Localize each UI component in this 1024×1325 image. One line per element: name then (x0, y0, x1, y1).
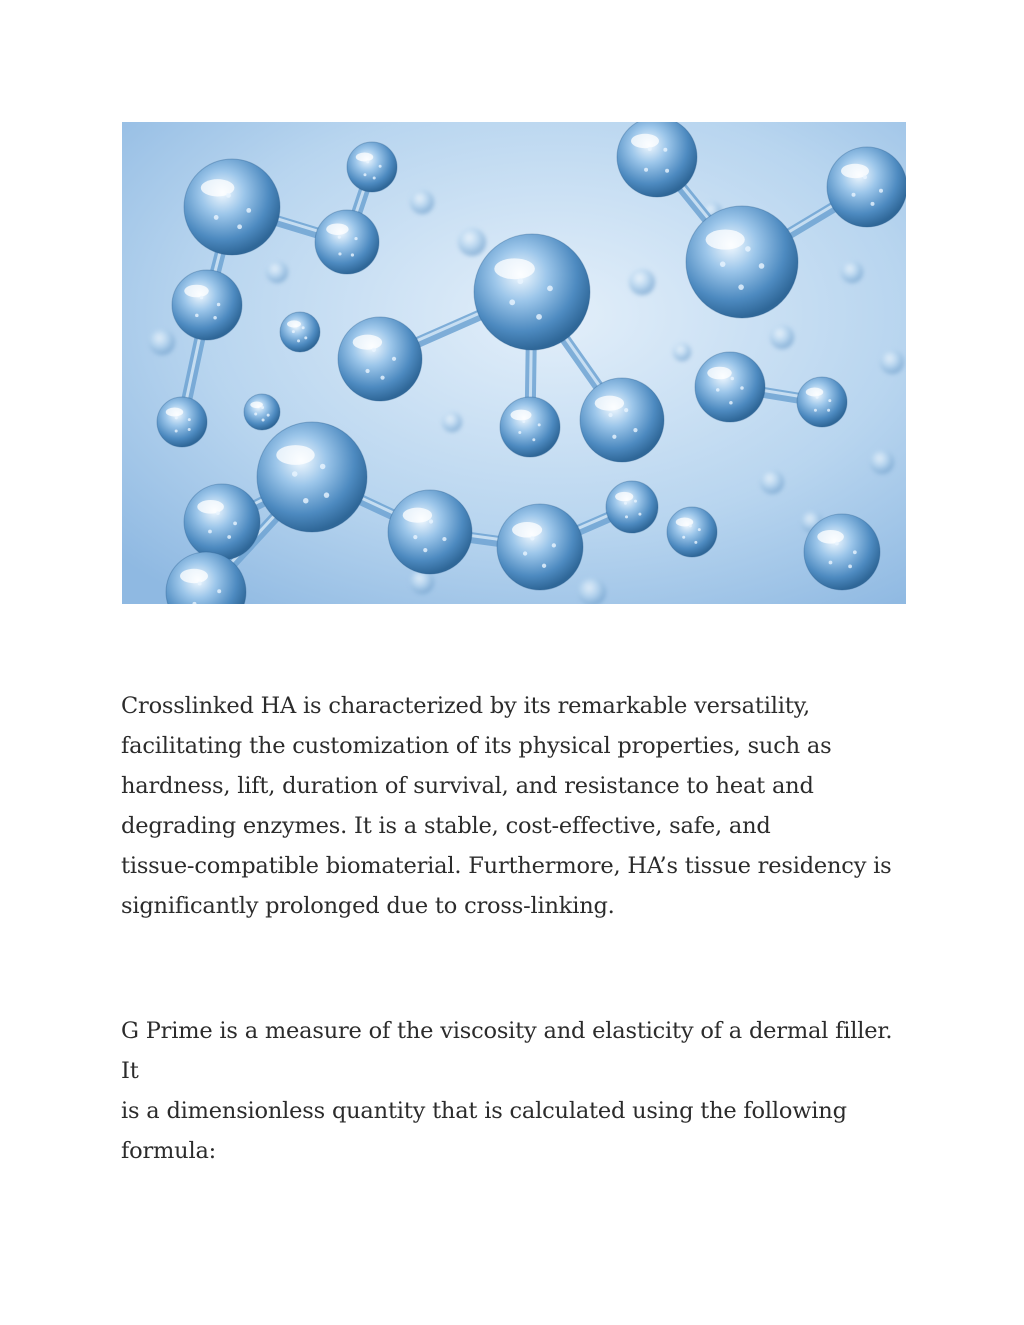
background-sphere (841, 261, 863, 283)
atom-sphere (695, 352, 765, 422)
background-sphere (458, 228, 486, 256)
background-sphere (673, 343, 691, 361)
atom-sphere (315, 210, 379, 274)
atom-sphere (500, 397, 560, 457)
background-sphere (149, 329, 175, 355)
atom-sphere (338, 317, 422, 401)
atom-sphere (184, 159, 280, 255)
atom-sphere (347, 142, 397, 192)
molecule-graphic (122, 122, 906, 604)
atom-sphere (280, 312, 320, 352)
background-sphere (410, 190, 434, 214)
atom-sphere (244, 394, 280, 430)
atom-sphere (184, 484, 260, 560)
background-sphere (629, 269, 655, 295)
atom-sphere (797, 377, 847, 427)
background-sphere (266, 261, 288, 283)
paragraph-crosslinked-ha: Crosslinked HA is characterized by its remarkable versatility, facilitating the customization of its physical properties, such as hardness, lift, duration of survival, and resistance to heat and degrading enzymes. It is a stable, cost-effective, safe, and tissue-compatible biomaterial. Furthermore, HA’s tissue residency is significantly prolonged due to cross-linking. (121, 693, 892, 919)
atom-sphere (474, 234, 590, 350)
background-sphere (870, 450, 894, 474)
atom-sphere (497, 504, 583, 590)
atom-sphere (172, 270, 242, 340)
atom-sphere (580, 378, 664, 462)
atom-sphere (606, 481, 658, 533)
background-sphere (760, 470, 784, 494)
atom-sphere (617, 122, 697, 197)
atom-sphere (157, 397, 207, 447)
background-sphere (880, 350, 904, 374)
atom-sphere (686, 206, 798, 318)
atom-sphere (667, 507, 717, 557)
atom-sphere (827, 147, 906, 227)
background-sphere (770, 325, 794, 349)
paragraph-g-prime: G Prime is a measure of the viscosity and elasticity of a dermal filler. It is a dimensionless quantity that is calculated using the following formula: (121, 1018, 893, 1164)
atom-sphere (388, 490, 472, 574)
molecule-illustration (122, 122, 906, 604)
atom-sphere (804, 514, 880, 590)
background-sphere (442, 412, 462, 432)
atom-sphere (257, 422, 367, 532)
